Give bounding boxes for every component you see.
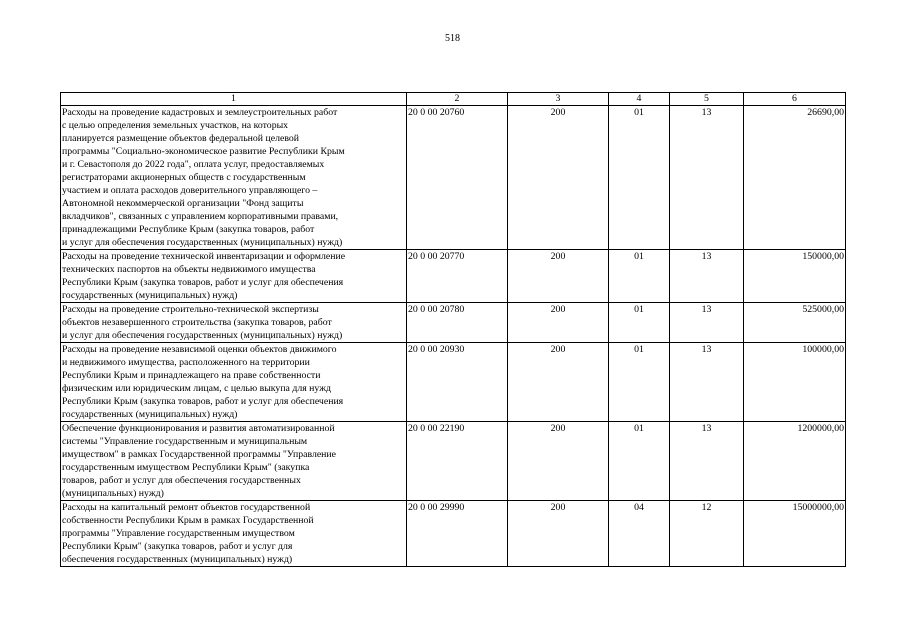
column-header: 4 [609,93,670,106]
expense-description: Расходы на проведение независимой оценки объектов движимого и недвижимого имущества, расположенного на территории Республики Крым и принадлежащего на праве собственности физическим или юридическим лицам, с целью выкупа для нужд Республики Крым (закупка товаров, работ и услуг для обеспечения государственных (муниципальных) нужд) [61,343,407,422]
budget-code: 20 0 00 20780 [407,303,508,343]
subsection-code: 13 [670,250,744,303]
section-code: 01 [609,250,670,303]
column-header: 3 [508,93,609,106]
amount: 525000,00 [744,303,846,343]
budget-code: 20 0 00 20770 [407,250,508,303]
amount: 150000,00 [744,250,846,303]
section-code: 01 [609,343,670,422]
expense-description: Расходы на проведение строительно-технической экспертизы объектов незавершенного строительства (закупка товаров, работ и услуг для обеспечения государственных (муниципальных) нужд) [61,303,407,343]
expense-description: Обеспечение функционирования и развития автоматизированной системы "Управление государственным и муниципальным имуществом" в рамках Государственной программы "Управление государственным имуществом Республики Крым" (закупка товаров, работ и услуг для обеспечения государственных (муниципальных) нужд) [61,422,407,501]
budget-code: 20 0 00 20760 [407,106,508,250]
subsection-code: 13 [670,422,744,501]
section-code: 04 [609,501,670,567]
table-row [61,343,846,422]
subsection-code: 13 [670,106,744,250]
table-row [61,501,846,567]
page-number: 518 [445,33,460,44]
budget-code: 20 0 00 22190 [407,422,508,501]
amount: 15000000,00 [744,501,846,567]
expense-type-code: 200 [508,501,609,567]
amount: 100000,00 [744,343,846,422]
table-row [61,422,846,501]
expense-description: Расходы на проведение технической инвентаризации и оформление технических паспортов на объекты недвижимого имущества Республики Крым (закупка товаров, работ и услуг для обеспечения государственных (муниципальных) нужд) [61,250,407,303]
expense-type-code: 200 [508,422,609,501]
subsection-code: 13 [670,343,744,422]
section-code: 01 [609,422,670,501]
column-header: 2 [407,93,508,106]
subsection-code: 12 [670,501,744,567]
expense-description: Расходы на капитальный ремонт объектов государственной собственности Республики Крым в рамках Государственной программы "Управление государственным имуществом Республики Крым" (закупка товаров, работ и услуг для обеспечения государственных (муниципальных) нужд) [61,501,407,567]
budget-table [60,92,846,567]
expense-type-code: 200 [508,343,609,422]
column-header: 5 [670,93,744,106]
table-row [61,250,846,303]
expense-type-code: 200 [508,106,609,250]
expense-description: Расходы на проведение кадастровых и землеустроительных работ с целью определения земельных участков, на которых планируется размещение объектов федеральной целевой программы "Социально-экономическое развитие Республики Крым и г. Севастополя до 2022 года", оплата услуг, предоставляемых регистраторами акционерных обществ с государственным участием и оплата расходов доверительного управляющего – Автономной некоммерческой организации "Фонд защиты вкладчиков", связанных с управлением корпоративными правами, принадлежащими Республике Крым (закупка товаров, работ и услуг для обеспечения государственных (муниципальных) нужд) [61,106,407,250]
expense-type-code: 200 [508,303,609,343]
amount: 26690,00 [744,106,846,250]
section-code: 01 [609,303,670,343]
table-row [61,106,846,250]
column-header: 6 [744,93,846,106]
expense-type-code: 200 [508,250,609,303]
table-row [61,303,846,343]
subsection-code: 13 [670,303,744,343]
column-header: 1 [61,93,407,106]
budget-code: 20 0 00 29990 [407,501,508,567]
section-code: 01 [609,106,670,250]
amount: 1200000,00 [744,422,846,501]
budget-code: 20 0 00 20930 [407,343,508,422]
table-header-row [61,93,846,106]
